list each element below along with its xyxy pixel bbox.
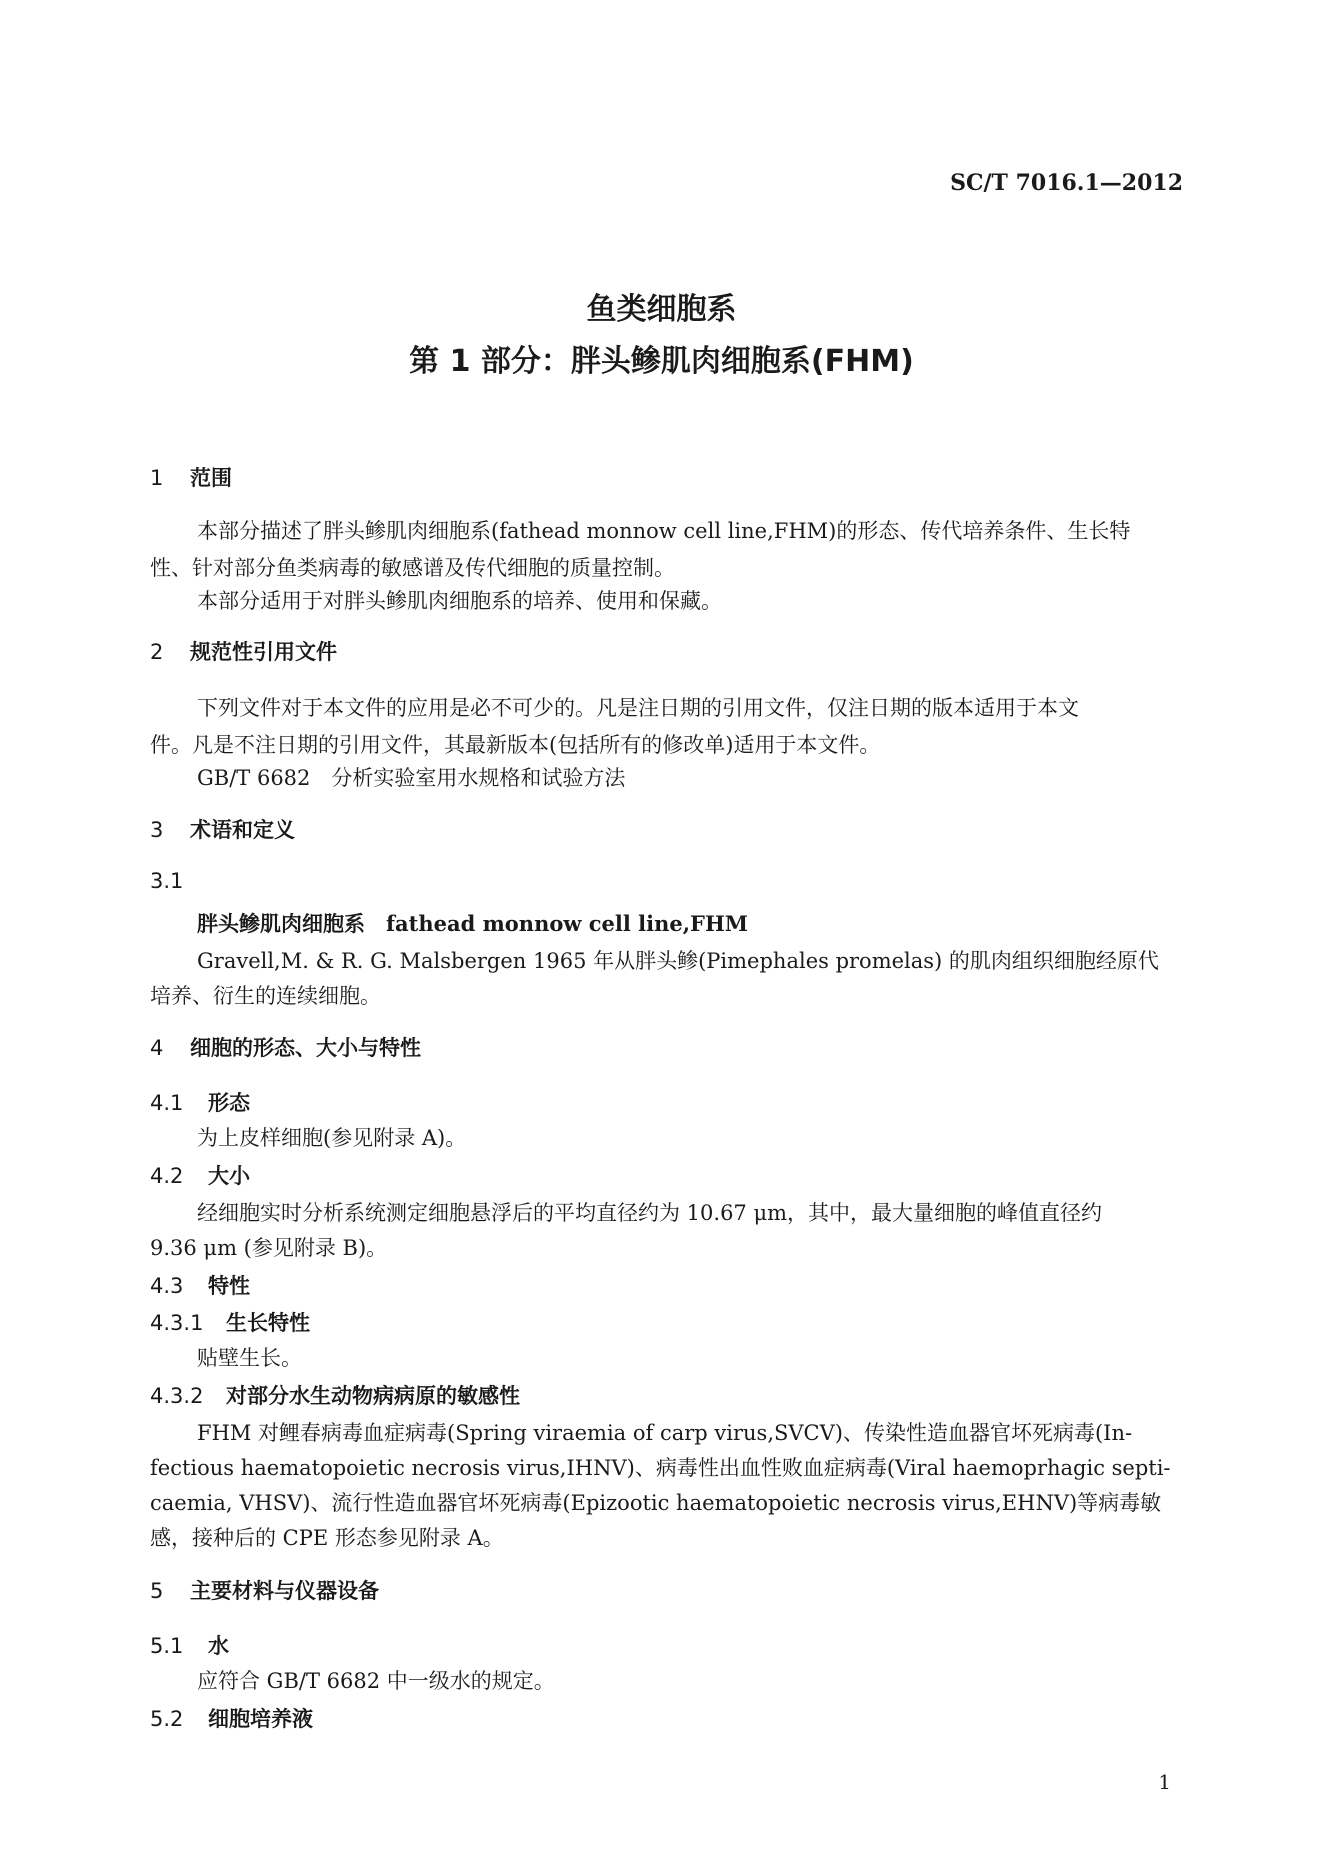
paragraph-line: 本部分适用于对胖头鲹肌肉细胞系的培养、使用和保藏。 [197, 589, 722, 613]
subsection-number: 4.3 [150, 1274, 184, 1298]
document-subtitle: 第 1 部分：胖头鲹肌肉细胞系(FHM) [409, 344, 914, 379]
subsection-4-3-heading [150, 1270, 250, 1300]
subsection-number: 4.2 [150, 1164, 184, 1188]
subsection-number: 4.1 [150, 1091, 184, 1115]
subsection-4-3-1-heading [150, 1307, 310, 1337]
paragraph-line: 感，接种后的 CPE 形态参见附录 A。 [150, 1526, 504, 1550]
standard-code: SC/T 7016.1—2012 [950, 170, 1183, 196]
paragraph-line: 应符合 GB/T 6682 中一级水的规定。 [197, 1669, 555, 1693]
definition-line: 培养、衍生的连续细胞。 [150, 984, 381, 1008]
section-4-heading [150, 1032, 421, 1062]
section-number: 5 [150, 1579, 164, 1603]
subsection-number: 5.1 [150, 1634, 184, 1658]
section-number: 3 [150, 818, 164, 842]
section-title: 主要材料与仪器设备 [190, 1579, 379, 1603]
term-entry: 胖头鲹肌肉细胞系 fathead monnow cell line,FHM [197, 911, 749, 936]
section-title: 范围 [190, 466, 232, 490]
section-2-heading [150, 636, 337, 666]
normative-reference: GB/T 6682 分析实验室用水规格和试验方法 [197, 766, 626, 790]
subsection-number: 4.3.2 [150, 1384, 204, 1408]
section-1-heading [150, 462, 232, 492]
section-title: 术语和定义 [190, 818, 295, 842]
section-number: 4 [150, 1036, 164, 1060]
subsection-title: 生长特性 [226, 1311, 310, 1335]
subsection-3-1-number [150, 869, 190, 893]
section-3-heading [150, 814, 295, 844]
paragraph-line: caemia, VHSV)、流行性造血器官坏死病毒(Epizootic haematopoietic necrosis virus,EHNV)等病毒敏 [150, 1491, 1162, 1515]
subsection-4-2-heading [150, 1160, 250, 1190]
page-number: 1 [1158, 1770, 1171, 1794]
paragraph-line: 为上皮样细胞(参见附录 A)。 [197, 1126, 467, 1150]
section-number: 1 [150, 466, 164, 490]
subsection-number: 3.1 [150, 869, 184, 893]
section-number: 2 [150, 640, 164, 664]
paragraph-line: FHM 对鲤春病毒血症病毒(Spring viraemia of carp virus,SVCV)、传染性造血器官坏死病毒(In- [197, 1421, 1133, 1445]
subsection-title: 对部分水生动物病病原的敏感性 [226, 1384, 520, 1408]
subsection-title: 细胞培养液 [208, 1707, 313, 1731]
subsection-title: 水 [208, 1634, 229, 1658]
document-title: 鱼类细胞系 [586, 292, 737, 327]
subsection-title: 大小 [208, 1164, 250, 1188]
subsection-5-1-heading [150, 1630, 229, 1660]
subsection-5-2-heading [150, 1703, 313, 1733]
paragraph-line: 本部分描述了胖头鲹肌肉细胞系(fathead monnow cell line,FHM)的形态、传代培养条件、生长特 [197, 519, 1131, 543]
subsection-4-1-heading [150, 1087, 250, 1117]
paragraph-line: 经细胞实时分析系统测定细胞悬浮后的平均直径约为 10.67 μm，其中，最大量细胞的峰值直径约 [197, 1201, 1103, 1225]
subsection-title: 形态 [208, 1091, 250, 1115]
section-title: 细胞的形态、大小与特性 [190, 1036, 421, 1060]
paragraph-line: 贴壁生长。 [197, 1346, 302, 1370]
section-title: 规范性引用文件 [190, 640, 337, 664]
definition-line: Gravell,M. & R. G. Malsbergen 1965 年从胖头鲹(Pimephales promelas) 的肌肉组织细胞经原代 [197, 949, 1159, 973]
subsection-number: 5.2 [150, 1707, 184, 1731]
paragraph-line: 9.36 μm (参见附录 B)。 [150, 1236, 388, 1260]
paragraph-line: 件。凡是不注日期的引用文件，其最新版本(包括所有的修改单)适用于本文件。 [150, 733, 881, 757]
paragraph-line: 下列文件对于本文件的应用是必不可少的。凡是注日期的引用文件，仅注日期的版本适用于本文 [197, 696, 1079, 720]
subsection-number: 4.3.1 [150, 1311, 204, 1335]
section-5-heading [150, 1575, 379, 1605]
subsection-title: 特性 [208, 1274, 250, 1298]
paragraph-line: 性、针对部分鱼类病毒的敏感谱及传代细胞的质量控制。 [150, 556, 675, 580]
subsection-4-3-2-heading [150, 1380, 520, 1410]
paragraph-line: fectious haematopoietic necrosis virus,IHNV)、病毒性出血性败血症病毒(Viral haemoprhagic septi- [150, 1456, 1171, 1480]
